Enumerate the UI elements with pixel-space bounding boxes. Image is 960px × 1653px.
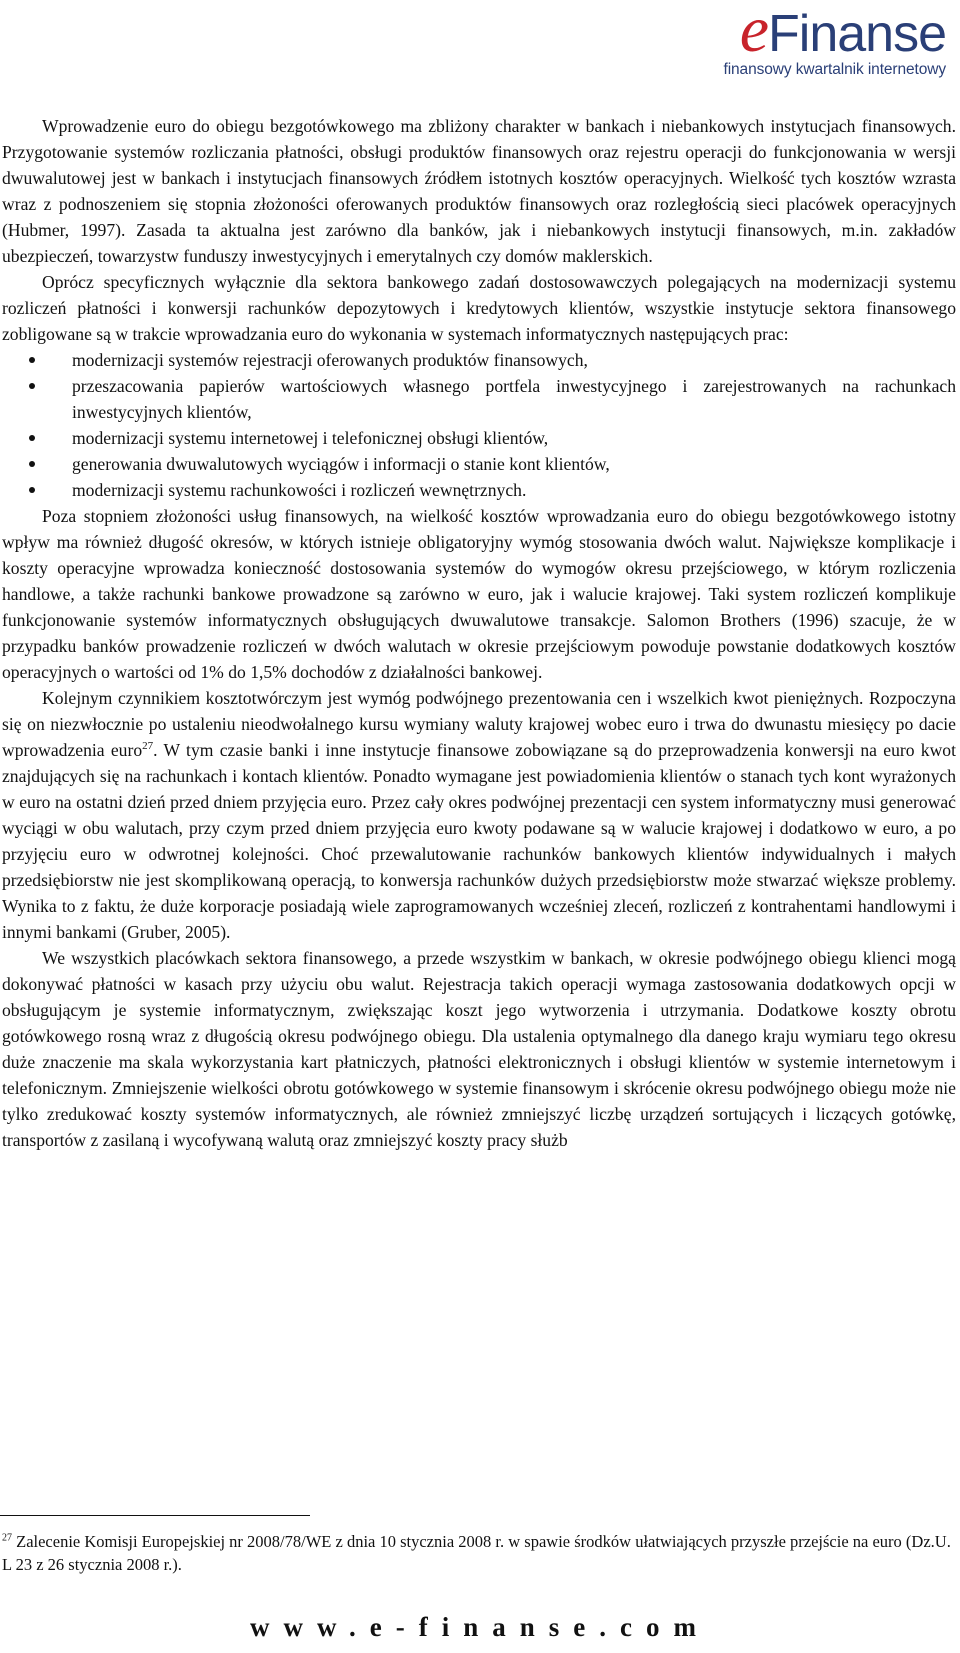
logo-tagline: finansowy kwartalnik internetowy xyxy=(723,61,946,78)
footnote-text: Zalecenie Komisji Europejskiej nr 2008/78/WE z dnia 10 stycznia 2008 r. w spawie środków ułatwiających przyszłe przejście na euro (Dz.U. L 23 z 26 stycznia 2008 r.). xyxy=(2,1532,951,1574)
paragraph-5: We wszystkich placówkach sektora finansowego, a przede wszystkim w bankach, w okresie podwójnego obiegu klienci mogą dokonywać płatności w kasach przy użyciu obu walut. Rejestracja takich operacji wymaga zastosowania dodatkowych opcji w obsługującym je systemie informatycznym, zwiększając koszt jego wytworzenia i utrzymania. Dodatkowe koszty obrotu gotówkowego rosną wraz z długością okresu podwójnego obiegu. Dla ustalenia optymalnego dla danego kraju wymiaru tego okresu duże znaczenie ma skala wykorzystania kart płatniczych, płatności elektronicznych i obsługi klientów w systemie internetowym i telefonicznym. Zmniejszenie wielkości obrotu gotówkowego w systemie finansowym i skrócenie okresu podwójnego obiegu może nie tylko zredukować koszty systemów informatycznych, ale również zmniejszyć liczbę urządzeń sortujących i liczących gotówkę, transportów z zasilaną i wycofywaną walutą oraz zmniejszyć koszty pracy służb xyxy=(2,948,956,1150)
list-item xyxy=(2,373,956,425)
efinanse-logo xyxy=(696,0,946,79)
paragraph-4-text-b: . W tym czasie banki i inne instytucje finansowe zobowiązane są do przeprowadzenia konwersji na euro kwot znajdujących się na rachunkach i kontach klientów. Ponadto wymagane jest powiadomienia klientów o stanach tych kont wyrażonych w euro na ostatni dzień przed dniem przyjęcia euro. Przez cały okres podwójnej prezentacji cen system informatyczny musi generować wyciągi w obu walutach, przy czym przed dniem przyjęcia euro kwoty podawane są w walucie krajowej i dodatkowo w euro, a po przyjęciu euro w odwrotnej kolejności. Choć przewalutowanie rachunków bankowych klientów indywidualnych i małych przedsiębiorstw nie jest skomplikowaną operacją, to konwersja rachunków dużych przedsiębiorstw może stwarzać większe problemy. Wynika to z faktu, że duże korporacje posiadają wiele zaprogramowanych wcześniej zleceń, rozliczeń z kontrahentami handlowymi i innymi bankami (Gruber, 2005). xyxy=(2,740,956,942)
paragraph-2: Oprócz specyficznych wyłącznie dla sektora bankowego zadań dostosowawczych polegających na modernizacji systemu rozliczeń płatności i konwersji rachunków depozytowych i kredytowych klientów, wszystkie instytucje sektora finansowego zobligowane są w trakcie wprowadzania euro do wykonania w systemach informatycznych następujących prac: xyxy=(2,272,956,344)
list-item-text: generowania dwuwalutowych wyciągów i informacji o stanie kont klientów, xyxy=(72,454,610,474)
list-item-text: modernizacji systemu internetowej i telefonicznej obsługi klientów, xyxy=(72,428,549,448)
logo-word: Finanse xyxy=(768,5,946,63)
list-item xyxy=(2,425,956,451)
logo-e-letter: e xyxy=(739,0,768,66)
bullet-icon xyxy=(29,383,35,389)
footnote-divider xyxy=(0,1515,310,1516)
logo-wordmark xyxy=(696,0,946,66)
bullet-icon xyxy=(29,357,35,363)
list-item-text: modernizacji systemu rachunkowości i rozliczeń wewnętrznych. xyxy=(72,480,527,500)
list-item xyxy=(2,347,956,373)
list-item xyxy=(2,477,956,503)
footer-url[interactable]: www.e-finanse.com xyxy=(250,1612,710,1642)
footnote-number: 27 xyxy=(2,1532,12,1544)
paragraph-3: Poza stopniem złożoności usług finansowych, na wielkość kosztów wprowadzania euro do obiegu bezgotówkowego istotny wpływ ma również długość okresów, w których istnieje obligatoryjny wymóg stosowania dwóch walut. Największe komplikacje i koszty operacyjne wprowadza konieczność dostosowania systemów do wymogów okresu przejściowego, w którym rozliczenia handlowe, a także rachunki bankowe prowadzone są zarówno w euro, jak i walucie krajowej. Taki system rozliczeń komplikuje funkcjonowanie systemów informatycznych obsługujących dwuwalutowe transakcje. Salomon Brothers (1996) szacuje, że w przypadku banków prowadzenie rozliczeń w dwóch walutach w okresie przejściowym powoduje powstanie dodatkowych kosztów operacyjnych o wartości od 1% do 1,5% dochodów z działalności bankowej. xyxy=(2,506,956,682)
bullet-icon xyxy=(29,435,35,441)
list-item-text: przeszacowania papierów wartościowych własnego portfela inwestycyjnego i zarejestrowanych na rachunkach inwestycyjnych klientów, xyxy=(72,376,956,422)
footnote xyxy=(2,1530,952,1576)
paragraph-4 xyxy=(2,685,956,945)
article-body xyxy=(0,113,960,1153)
paragraph-1: Wprowadzenie euro do obiegu bezgotówkowego ma zbliżony charakter w bankach i niebankowych instytucjach finansowych. Przygotowanie systemów rozliczania płatności, obsługi produktów finansowych oraz rejestru operacji do funkcjonowania w wersji dwuwalutowej jest w bankach i instytucjach finansowych źródłem istotnych kosztów operacyjnych. Wielkość tych kosztów wzrasta wraz z podnoszeniem się stopnia złożoności oferowanych produktów finansowych oraz rozległością sieci placówek operacyjnych (Hubmer, 1997). Zasada ta aktualna jest zarówno dla banków, jak i niebankowych instytucji finansowych, m.in. zakładów ubezpieczeń, towarzystw funduszy inwestycyjnych i emerytalnych czy domów maklerskich. xyxy=(2,116,956,266)
bullet-icon xyxy=(29,461,35,467)
footnote-ref[interactable]: 27 xyxy=(142,740,154,753)
paragraph-4-text-a: Kolejnym czynnikiem kosztotwórczym jest wymóg podwójnego prezentowania cen i wszelkich kwot pieniężnych. Rozpoczyna się on niezwłocznie po ustaleniu nieodwołalnego kursu wymiany waluty krajowej wobec euro i trwa do dwunastu miesięcy po dacie wprowadzenia euro xyxy=(2,688,956,760)
bullet-icon xyxy=(29,487,35,493)
task-list xyxy=(2,347,956,503)
list-item xyxy=(2,451,956,477)
list-item-text: modernizacji systemów rejestracji oferowanych produktów finansowych, xyxy=(72,350,588,370)
